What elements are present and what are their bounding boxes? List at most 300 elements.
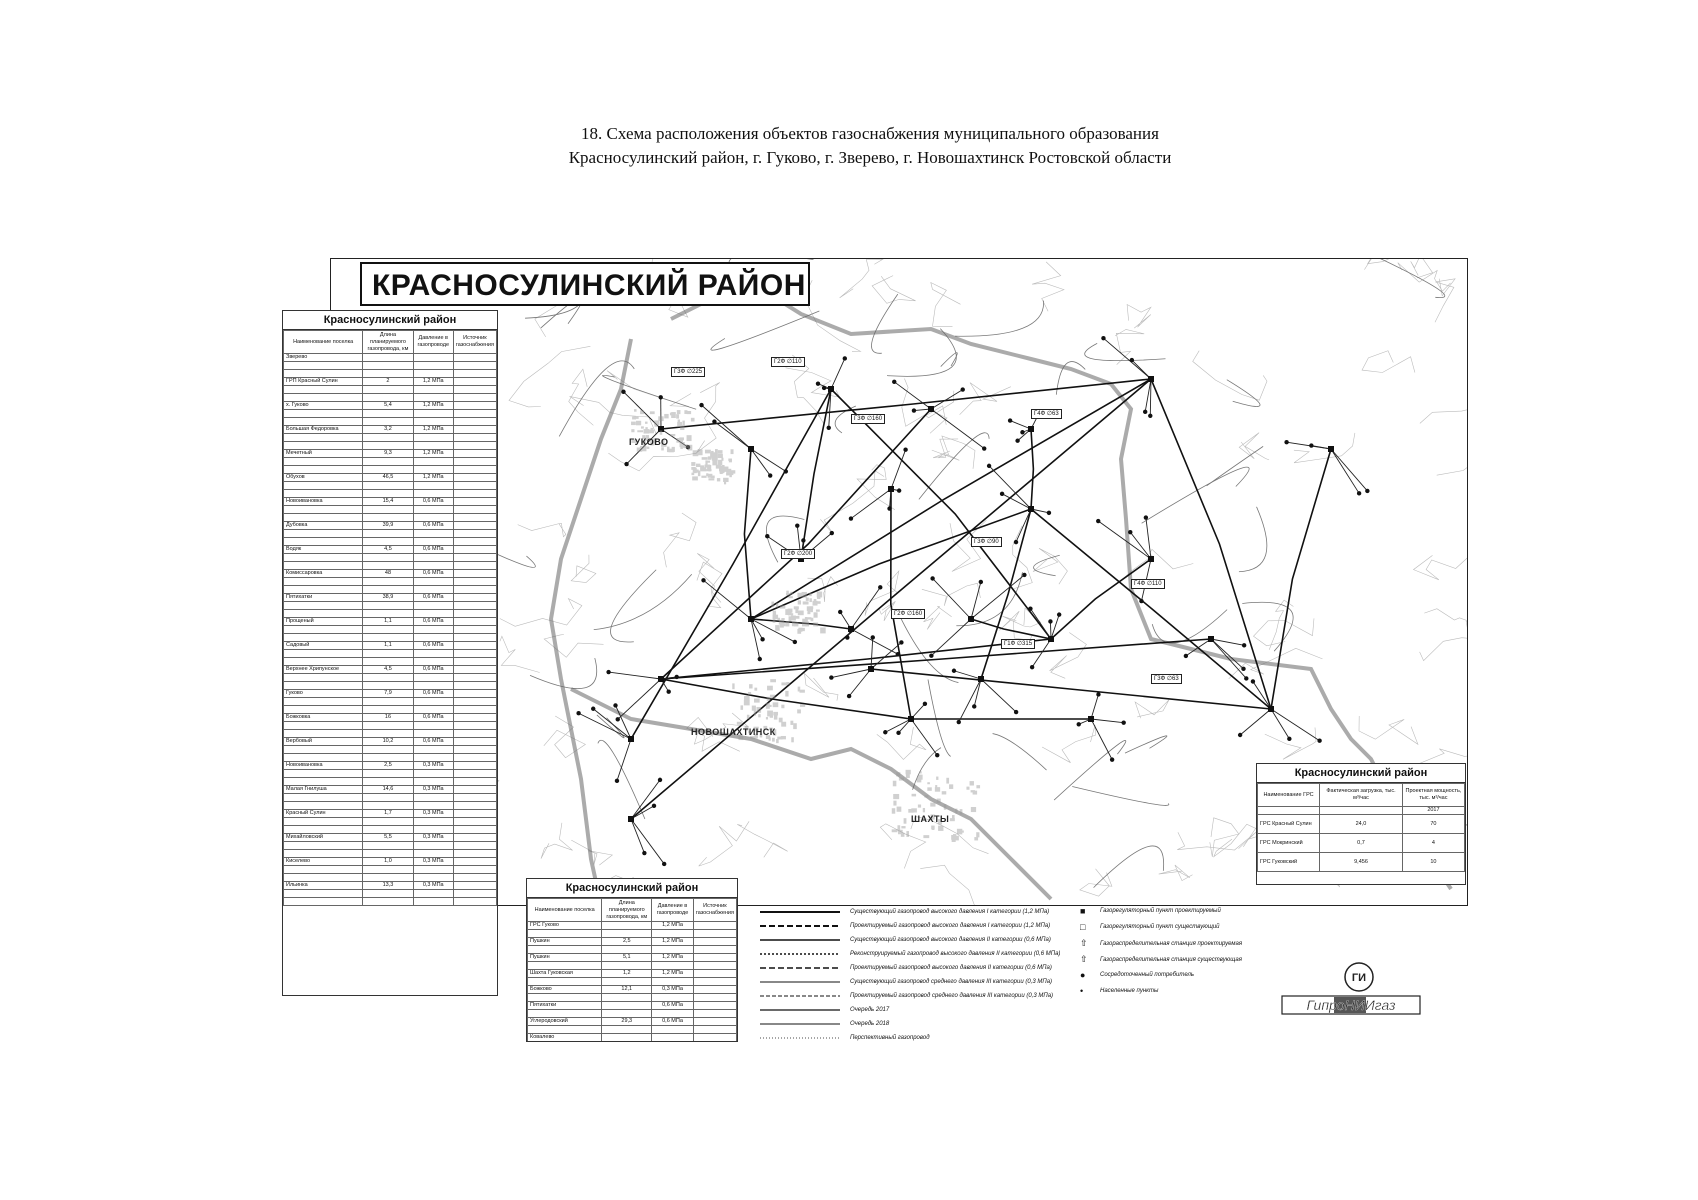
legend-label: Существующий газопровод высокого давления I категории (1,2 МПа) (850, 909, 1050, 915)
urban-block (795, 616, 800, 619)
table-cell: 0,3 МПа (413, 762, 453, 770)
terrain-contour (1239, 433, 1269, 460)
table-row-filler (284, 770, 497, 778)
table-row (284, 426, 497, 434)
gas-branch (1240, 709, 1271, 735)
table-cell: Зверево (284, 354, 363, 362)
settlement-node (701, 578, 705, 582)
urban-block (705, 450, 711, 454)
bottom-panel-title: Красносулинский район (527, 879, 737, 898)
gas-branch (1030, 609, 1051, 639)
settlement-node (675, 675, 679, 679)
table-row (528, 986, 737, 994)
legend-line-swatch (760, 934, 840, 946)
gas-regulator-point (1208, 636, 1214, 642)
grs-col-header: Фактическая загрузка, тыс. м³/час (1320, 784, 1403, 807)
urban-block (927, 782, 930, 784)
pipeline-tag[interactable]: Г3Ф ∅160 (851, 414, 885, 424)
road (1094, 846, 1164, 888)
left-panel-table (283, 330, 497, 906)
table-row (284, 738, 497, 746)
terrain-contour (1437, 418, 1467, 475)
settlement-node (1143, 410, 1147, 414)
table-cell (453, 762, 496, 770)
settlement-node (912, 408, 916, 412)
gas-regulator-point (628, 736, 634, 742)
terrain-contour (840, 259, 883, 298)
urban-block (767, 697, 771, 701)
gas-branch (631, 806, 654, 819)
urban-block (701, 476, 706, 478)
road (871, 294, 897, 353)
table-row-filler (284, 482, 497, 490)
urban-block (645, 422, 648, 424)
left-col-header: Давление в газопроводе (413, 331, 453, 354)
table-cell: 1,2 (602, 970, 652, 978)
urban-block (758, 714, 760, 717)
gas-regulator-point (868, 666, 874, 672)
legend-item (760, 990, 1053, 1002)
urban-block (813, 601, 818, 606)
table-row-filler (528, 1010, 737, 1018)
urban-block (805, 622, 809, 627)
settlement-node (1028, 606, 1032, 610)
legend-line-swatch (760, 906, 840, 918)
urban-block (892, 829, 898, 832)
settlement-node (897, 488, 901, 492)
table-row-filler (284, 586, 497, 594)
settlement-node (961, 387, 965, 391)
pipeline-tag[interactable]: Г3Ф ∅90 (971, 537, 1002, 547)
urban-block (923, 835, 929, 838)
urban-block (747, 715, 750, 719)
terrain-contour (805, 280, 860, 351)
table-row-filler (284, 434, 497, 442)
table-cell (453, 858, 496, 866)
table-row (528, 938, 737, 946)
svg-text:ГИ: ГИ (1351, 972, 1367, 984)
urban-block (904, 818, 907, 824)
pipeline-tag[interactable]: Г2Ф ∅200 (781, 549, 815, 559)
legend-line-swatch (760, 948, 840, 960)
table-cell: ГРС Гуково (528, 922, 602, 930)
urban-block (720, 470, 724, 472)
pipeline-tag[interactable]: Г4Ф ∅63 (1031, 409, 1062, 419)
settlement-node (845, 635, 849, 639)
gas-branch (609, 672, 661, 679)
urban-block (897, 807, 902, 812)
urban-block (702, 457, 708, 460)
table-row-filler (284, 674, 497, 682)
settlement-node (793, 640, 797, 644)
urban-block (744, 700, 750, 705)
table-row (284, 642, 497, 650)
terrain-contour (697, 383, 720, 453)
legend-line-swatch (760, 920, 840, 932)
urban-block (780, 605, 785, 608)
pipeline-tag[interactable]: Г1Ф ∅315 (1001, 639, 1035, 649)
urban-block (966, 787, 969, 790)
urban-block (912, 794, 917, 797)
gas-branch (1091, 719, 1124, 723)
table-row (284, 882, 497, 890)
terrain-contour (920, 865, 990, 905)
table-cell (453, 402, 496, 410)
urban-block (649, 430, 654, 434)
gas-pipeline (631, 379, 1151, 819)
bottom-col-header: Наименование поселка (528, 899, 602, 922)
settlement-node (1184, 654, 1188, 658)
settlement-node (1077, 722, 1081, 726)
settlement-node (1022, 573, 1026, 577)
gas-branch (617, 739, 631, 781)
table-cell (602, 922, 652, 930)
road (1054, 740, 1126, 800)
settlement-node (903, 448, 907, 452)
table-cell (602, 1034, 652, 1042)
legend-symbol-icon: ■ (1080, 906, 1086, 916)
terrain-contour (500, 599, 582, 627)
gas-branch (702, 405, 751, 449)
table-cell: Верхнее Хрипунское (284, 666, 363, 674)
gas-branch (1271, 709, 1320, 741)
settlement-node (1096, 519, 1100, 523)
table-row-filler (284, 650, 497, 658)
terrain-contour (697, 553, 721, 602)
urban-block (767, 705, 772, 707)
settlement-node (896, 731, 900, 735)
urban-block (893, 801, 896, 806)
table-cell: Ильинка (284, 882, 363, 890)
road (919, 433, 989, 500)
table-row-filler (284, 538, 497, 546)
urban-block (899, 778, 904, 781)
urban-block (744, 696, 749, 700)
urban-block (731, 449, 734, 454)
table-cell: 10 (1402, 853, 1464, 872)
urban-block (776, 603, 778, 608)
urban-block (785, 691, 788, 697)
road (1125, 736, 1167, 753)
road (1227, 380, 1260, 407)
table-row-filler (284, 506, 497, 514)
urban-block (776, 739, 779, 743)
urban-block (644, 429, 650, 434)
table-row (284, 378, 497, 386)
table-row (528, 1002, 737, 1010)
legend-item (760, 948, 1060, 960)
legend-item (760, 1032, 930, 1044)
legend-line-swatch (760, 1004, 840, 1016)
table-row (1258, 853, 1465, 872)
table-cell: 0,6 МПа (413, 690, 453, 698)
table-row (284, 450, 497, 458)
settlement-node (1015, 439, 1019, 443)
table-row-filler (284, 514, 497, 522)
settlement-node (1121, 720, 1125, 724)
table-cell: 1,1 (363, 618, 413, 626)
table-cell: 0,6 МПа (413, 642, 453, 650)
table-row-filler (528, 1042, 737, 1043)
settlement-node (871, 635, 875, 639)
district-boundary-west (551, 339, 631, 905)
table-cell: 4 (1402, 834, 1464, 853)
urban-block (691, 462, 695, 466)
gas-branch (1103, 338, 1151, 379)
urban-block (687, 411, 691, 414)
urban-block (707, 461, 710, 463)
legend-label: Существующий газопровод среднего давления III категории (0,3 МПа) (850, 979, 1053, 985)
table-cell (693, 970, 736, 978)
table-row-filler (284, 626, 497, 634)
urban-block (906, 831, 909, 837)
table-cell: 1,2 МПа (413, 450, 453, 458)
bottom-col-header: Источник газоснабжения (693, 899, 736, 922)
table-row-filler (284, 530, 497, 538)
gas-pipeline (871, 669, 1271, 709)
settlement-node (1057, 612, 1061, 616)
terrain-contour (1414, 555, 1468, 579)
urban-block (798, 611, 804, 616)
settlement-node (830, 531, 834, 535)
table-cell: Новоивановка (284, 498, 363, 506)
urban-block (811, 609, 813, 613)
urban-block (698, 449, 700, 454)
gas-branch (851, 587, 880, 629)
table-row (284, 618, 497, 626)
settlement-node (662, 862, 666, 866)
table-row-filler (284, 562, 497, 570)
table-row (1258, 815, 1465, 834)
urban-block (728, 459, 732, 461)
settlement-node (624, 462, 628, 466)
logo-text: ГипроНИИгаз (1306, 997, 1396, 1013)
table-cell: 9,3 (363, 450, 413, 458)
table-row (284, 786, 497, 794)
settlement-node (816, 381, 820, 385)
urban-block (773, 702, 779, 707)
settlement-node (1110, 757, 1114, 761)
table-row-filler (528, 994, 737, 1002)
urban-block (786, 682, 789, 685)
urban-block (708, 478, 714, 480)
table-cell: 0,6 МПа (652, 1018, 694, 1026)
settlement-node (606, 670, 610, 674)
table-cell: Красный Сулин (284, 810, 363, 818)
settlement-node (1287, 737, 1291, 741)
gas-pipeline (751, 619, 851, 629)
table-row-filler (284, 634, 497, 642)
table-cell: 0,3 МПа (413, 882, 453, 890)
bottom-panel-table (527, 898, 737, 1042)
road (1364, 259, 1445, 298)
gas-pipeline (1031, 429, 1033, 509)
legend-item (760, 920, 1050, 932)
legend-symbol-item (1080, 922, 1220, 932)
table-cell: ГРП Красный Сулин (284, 378, 363, 386)
terrain-contour (1362, 351, 1415, 373)
urban-block (908, 809, 913, 813)
settlement-node (591, 707, 595, 711)
table-cell (453, 378, 496, 386)
table-row (284, 570, 497, 578)
road (1239, 507, 1267, 572)
table-cell: Ковалево (528, 1034, 602, 1042)
urban-block (718, 454, 723, 458)
legend-symbol-icon: ⇧ (1080, 954, 1088, 964)
table-cell: 1,0 (363, 858, 413, 866)
settlement-node (1008, 418, 1012, 422)
table-row-filler (284, 578, 497, 586)
legend-item (760, 962, 1052, 974)
table-row-filler (284, 778, 497, 786)
settlement-node (1139, 599, 1143, 603)
urban-block (803, 601, 809, 604)
settlement-node (699, 403, 703, 407)
urban-block (766, 717, 768, 719)
road (1072, 786, 1169, 805)
settlement-node (795, 523, 799, 527)
settlement-node (1238, 733, 1242, 737)
terrain-contour (541, 823, 573, 859)
table-row (528, 1034, 737, 1042)
grs-panel-table (1257, 783, 1465, 872)
urban-block (906, 770, 911, 775)
pipeline-tag[interactable]: Г3Ф ∅225 (671, 367, 705, 377)
gas-branch (1271, 709, 1289, 739)
table-row-filler (284, 394, 497, 402)
table-cell (453, 690, 496, 698)
left-col-header: Длина планируемого газопровода, км (363, 331, 413, 354)
settlement-node (1148, 414, 1152, 418)
legend-item (760, 1004, 889, 1016)
terrain-contour (786, 368, 840, 397)
gas-regulator-point (968, 616, 974, 622)
table-row (284, 810, 497, 818)
table-cell (453, 522, 496, 530)
urban-block (754, 710, 756, 716)
terrain-contour (1435, 279, 1455, 323)
urban-block (767, 711, 773, 717)
legend-label: Газорегуляторный пункт проектируемый (1100, 908, 1221, 914)
table-cell: 46,5 (363, 474, 413, 482)
gas-branch (704, 580, 751, 619)
urban-block (631, 429, 634, 432)
gas-branch (1331, 449, 1367, 491)
table-cell: 70 (1402, 815, 1464, 834)
table-row-filler (528, 978, 737, 986)
urban-block (918, 804, 921, 807)
urban-block (698, 471, 700, 477)
table-cell (453, 498, 496, 506)
table-row-filler (284, 706, 497, 714)
settlement-node (952, 669, 956, 673)
urban-block (737, 722, 742, 725)
terrain-contour (1127, 305, 1151, 329)
urban-block (896, 772, 900, 776)
urban-block (781, 705, 784, 709)
settlement-node (1101, 336, 1105, 340)
gas-branch (616, 705, 631, 739)
urban-block (809, 593, 812, 596)
gas-branch (1010, 421, 1031, 429)
table-cell (453, 594, 496, 602)
urban-block (797, 709, 801, 713)
table-cell: 1,2 МПа (652, 938, 694, 946)
terrain-contour (931, 283, 961, 327)
table-cell: 5,1 (602, 954, 652, 962)
table-cell (693, 1018, 736, 1026)
terrain-contour (1115, 329, 1144, 364)
table-cell: 3,2 (363, 426, 413, 434)
terrain-contour (1364, 259, 1399, 270)
urban-block (770, 695, 775, 699)
settlement-node (1014, 710, 1018, 714)
urban-block (791, 737, 794, 742)
settlement-node (827, 426, 831, 430)
legend-symbol-item (1080, 954, 1242, 965)
urban-block (658, 416, 663, 421)
table-cell: 2,5 (602, 938, 652, 946)
gas-branch (933, 578, 971, 619)
pipeline-tag[interactable]: Г2Ф ∅110 (771, 357, 805, 367)
urban-block (919, 771, 922, 773)
table-cell: Обухов (284, 474, 363, 482)
settlement-node (1096, 692, 1100, 696)
terrain-contour (1135, 700, 1169, 718)
settlement-node (652, 804, 656, 808)
gas-branch (1091, 694, 1098, 719)
table-cell (602, 1002, 652, 1010)
table-cell: 38,9 (363, 594, 413, 602)
gas-pipeline (661, 639, 1211, 679)
terrain-contour (1420, 630, 1467, 661)
terrain-contour (699, 821, 749, 866)
table-cell: 2,5 (363, 762, 413, 770)
settlement-node (822, 386, 826, 390)
pipeline-tag[interactable]: Г2Ф ∅160 (891, 609, 925, 619)
settlement-node (712, 419, 716, 423)
settlement-node (892, 380, 896, 384)
table-row (284, 834, 497, 842)
legend-symbol-icon: • (1080, 986, 1084, 996)
table-cell (453, 426, 496, 434)
urban-block (930, 803, 935, 807)
table-cell: Божковка (284, 714, 363, 722)
settlement-node (1128, 530, 1132, 534)
table-cell: Вербовый (284, 738, 363, 746)
urban-block (723, 478, 728, 482)
settlement-node (838, 610, 842, 614)
table-cell: 0,3 МПа (413, 810, 453, 818)
urban-block (955, 809, 957, 814)
urban-block (789, 616, 792, 621)
urban-block (931, 826, 934, 830)
grs-col-header: Проектная мощность, тыс. м³/час (1402, 784, 1464, 807)
gas-branch (981, 679, 1016, 712)
pipeline-tag[interactable]: Г3Ф ∅63 (1151, 674, 1182, 684)
urban-block (788, 610, 792, 615)
settlement-node (883, 730, 887, 734)
urban-block (756, 707, 761, 713)
pipeline-tag[interactable]: Г4Ф ∅110 (1131, 579, 1165, 589)
terrain-contour (902, 379, 947, 434)
terrain-contour (1032, 262, 1064, 311)
settlement-node (760, 637, 764, 641)
urban-block (771, 602, 774, 608)
table-row-filler (284, 802, 497, 810)
gas-regulator-point (658, 676, 664, 682)
